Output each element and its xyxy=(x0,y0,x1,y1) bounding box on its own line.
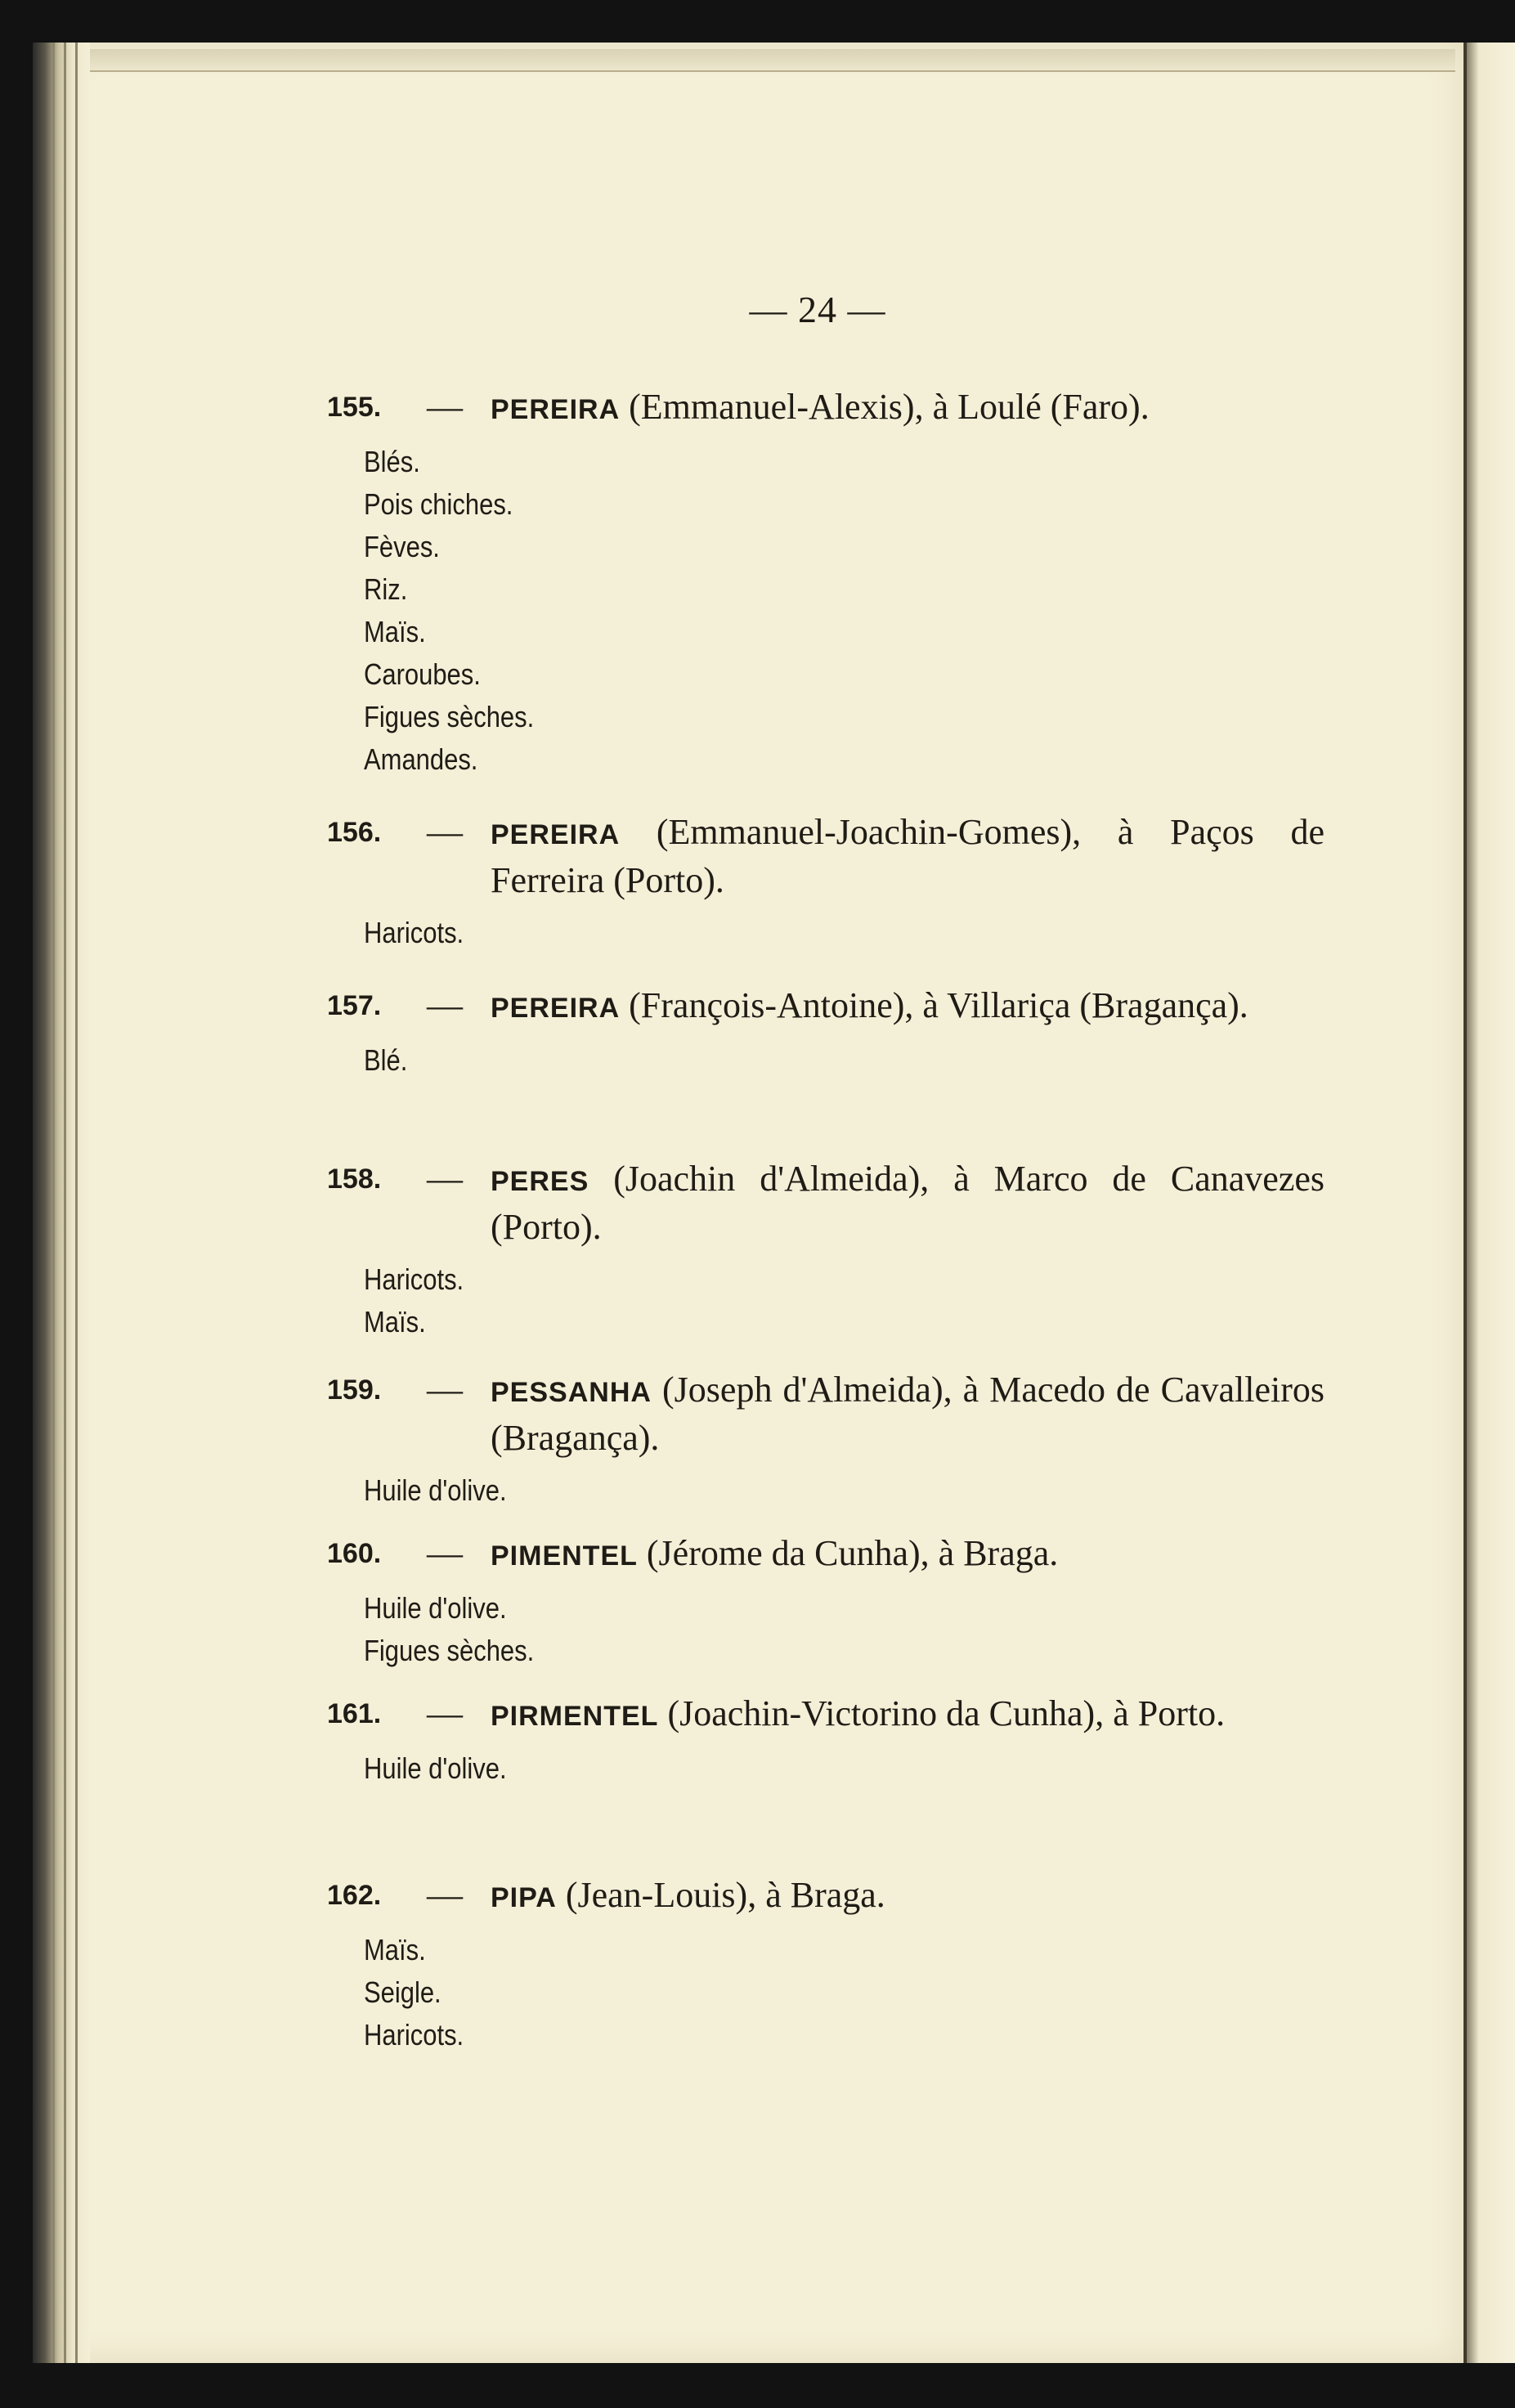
entry-dash: — xyxy=(427,1875,463,1915)
entry-161 xyxy=(327,1691,1325,1790)
product-item: Figues sèches. xyxy=(364,700,535,733)
product-item: Huile d'olive. xyxy=(364,1473,507,1507)
entry-name: PEREIRA xyxy=(491,993,621,1024)
entry-dash: — xyxy=(427,387,463,427)
entry-156 xyxy=(327,809,1325,954)
product-list xyxy=(364,441,1325,781)
product-list xyxy=(364,1747,1325,1790)
page-top-edge xyxy=(57,49,1455,72)
product-item: Haricots. xyxy=(364,916,464,949)
entry-number: 159. xyxy=(327,1374,382,1406)
product-item: Seigle. xyxy=(364,1975,442,2009)
product-list xyxy=(364,1587,1325,1672)
entry-name: PIMENTEL xyxy=(491,1540,638,1572)
entry-details: (Joseph d'Almeida), à Macedo de Cavalleiros (Bragança). xyxy=(491,1370,1325,1458)
entry-dash: — xyxy=(427,1159,463,1199)
entry-number: 162. xyxy=(327,1880,382,1911)
entry-details: (Emmanuel-Alexis), à Loulé (Faro). xyxy=(629,387,1150,427)
entry-name: PEREIRA xyxy=(491,819,621,850)
entry-number: 161. xyxy=(327,1698,382,1729)
entry-details: (François-Antoine), à Villariça (Bragança). xyxy=(629,985,1248,1025)
entry-details: (Joachin d'Almeida), à Marco de Canavezes (Porto). xyxy=(491,1159,1325,1247)
entry-dash: — xyxy=(427,1533,463,1573)
next-page-edge xyxy=(1463,43,1515,2363)
product-item: Fèves. xyxy=(364,530,440,563)
product-item: Figues sèches. xyxy=(364,1634,535,1667)
entry-160 xyxy=(327,1531,1325,1672)
product-list xyxy=(364,1039,1325,1082)
product-item: Riz. xyxy=(364,572,408,606)
product-list xyxy=(364,1469,1325,1512)
product-list xyxy=(364,1258,1325,1343)
entry-157 xyxy=(327,983,1325,1082)
entry-155 xyxy=(327,384,1325,781)
entry-details: (Jérome da Cunha), à Braga. xyxy=(646,1533,1059,1573)
product-item: Haricots. xyxy=(364,2018,464,2052)
entry-number: 160. xyxy=(327,1538,382,1569)
entry-name: PIRMENTEL xyxy=(491,1701,659,1732)
entry-dash: — xyxy=(427,1370,463,1410)
entry-details: (Jean-Louis), à Braga. xyxy=(565,1875,885,1915)
entry-name: PERES xyxy=(491,1166,589,1197)
entry-name: PIPA xyxy=(491,1882,557,1913)
entry-dash: — xyxy=(427,812,463,852)
product-item: Haricots. xyxy=(364,1262,464,1296)
entry-details: (Emmanuel-Joachin-Gomes), à Paços de Ferreira (Porto). xyxy=(491,812,1325,900)
product-item: Huile d'olive. xyxy=(364,1751,507,1785)
entry-name: PESSANHA xyxy=(491,1377,652,1408)
entry-number: 157. xyxy=(327,990,382,1021)
entry-number: 156. xyxy=(327,817,382,848)
entry-dash: — xyxy=(427,985,463,1025)
product-item: Huile d'olive. xyxy=(364,1591,507,1625)
product-item: Caroubes. xyxy=(364,657,481,691)
product-item: Maïs. xyxy=(364,1933,426,1966)
product-item: Blés. xyxy=(364,445,420,478)
book-binding-left xyxy=(33,43,90,2363)
entry-number: 158. xyxy=(327,1164,382,1195)
entry-159 xyxy=(327,1367,1325,1512)
product-item: Amandes. xyxy=(364,742,478,776)
product-list xyxy=(364,912,1325,954)
entry-details: (Joachin-Victorino da Cunha), à Porto. xyxy=(667,1693,1226,1733)
product-item: Pois chiches. xyxy=(364,487,513,521)
product-list xyxy=(364,1929,1325,2056)
product-item: Blé. xyxy=(364,1043,408,1077)
page-number: — 24 — xyxy=(749,289,886,330)
product-item: Maïs. xyxy=(364,615,426,648)
entry-number: 155. xyxy=(327,392,382,423)
entry-dash: — xyxy=(427,1693,463,1733)
product-item: Maïs. xyxy=(364,1305,426,1339)
entry-158 xyxy=(327,1156,1325,1343)
entry-name: PEREIRA xyxy=(491,394,621,425)
entry-162 xyxy=(327,1872,1325,2056)
